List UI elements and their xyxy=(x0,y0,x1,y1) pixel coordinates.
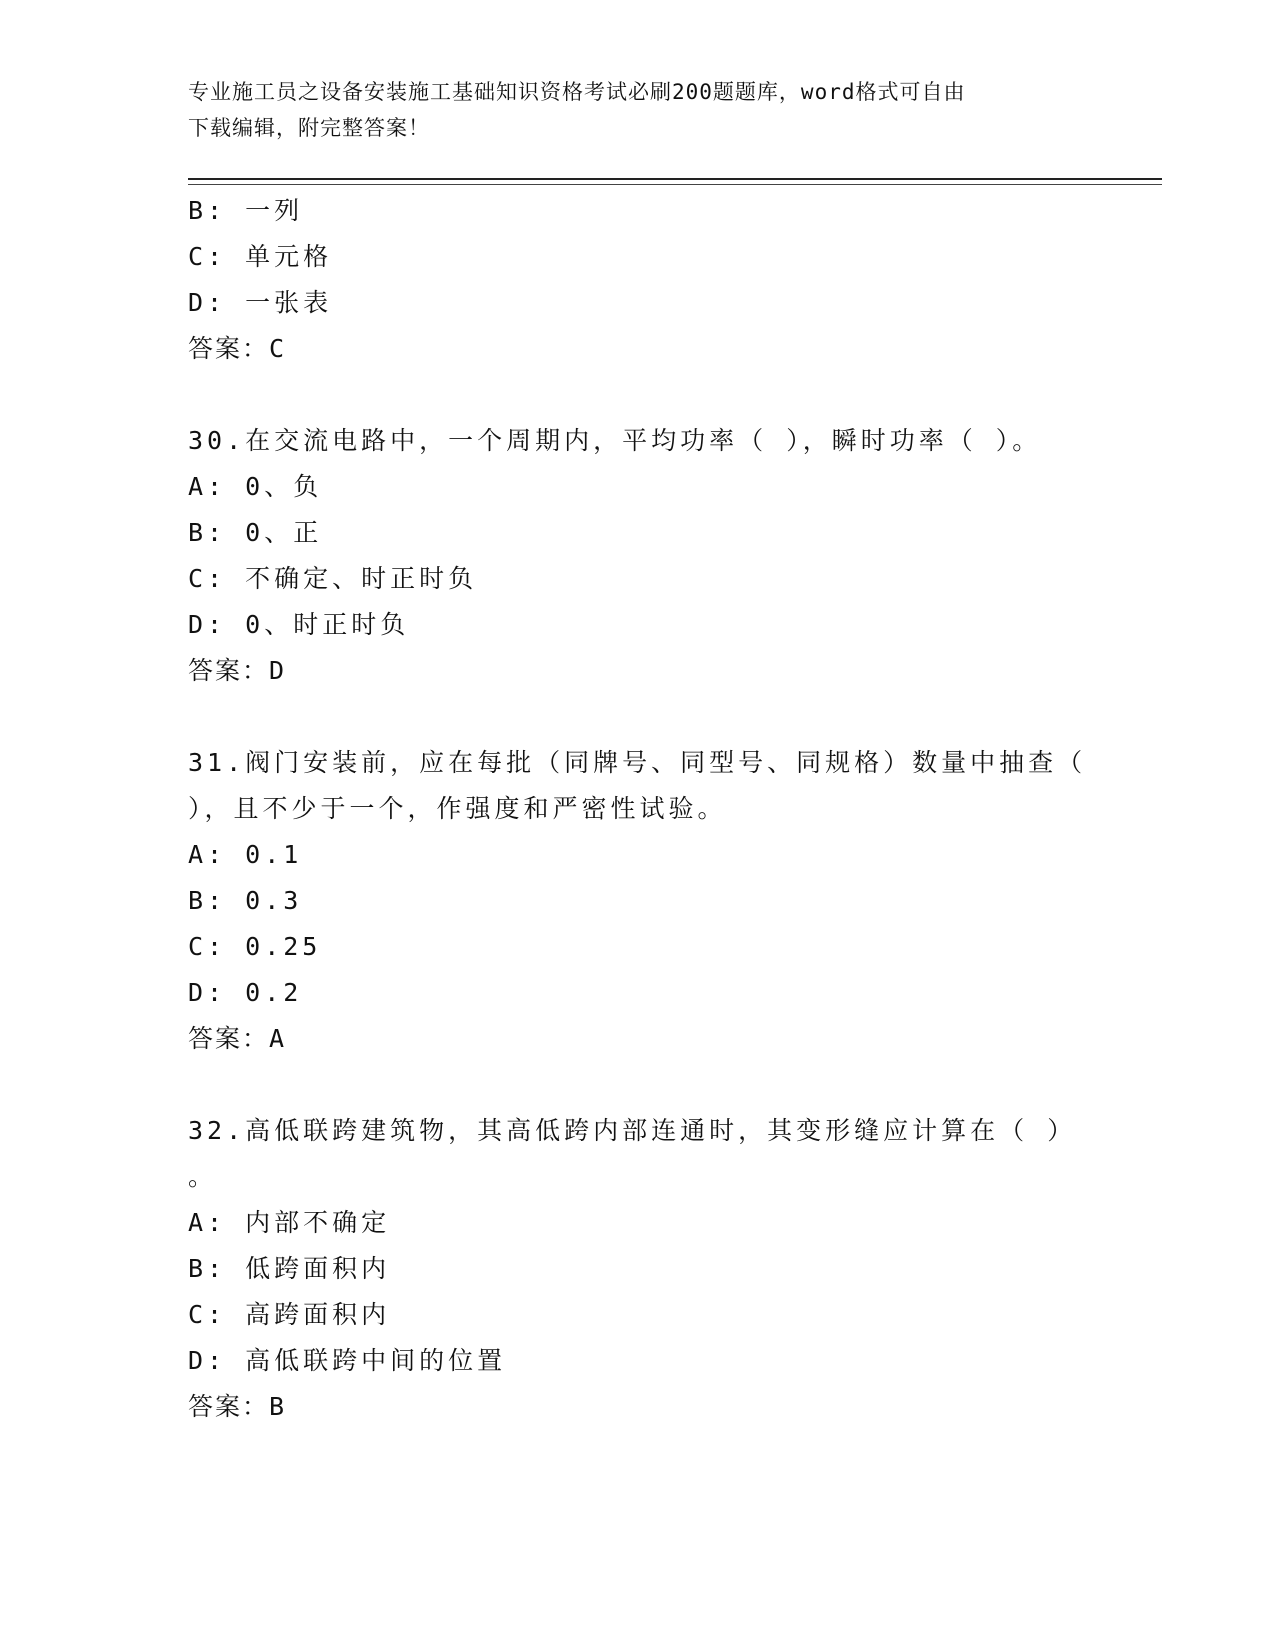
previous-question-block xyxy=(188,188,1088,372)
header-rule-thin xyxy=(188,184,1162,185)
question-text-continued: ），且不少于一个，作强度和严密性试验。 xyxy=(188,794,727,823)
option-b: B: 0.3 xyxy=(188,886,303,915)
answer-line: 答案：D xyxy=(188,656,287,685)
option-b: B: 一列 xyxy=(188,196,304,225)
question-text: 31.阀门安装前，应在每批（同牌号、同型号、同规格）数量中抽查（ xyxy=(188,748,1087,777)
option-c: C: 单元格 xyxy=(188,242,333,271)
question-text-continued: 。 xyxy=(188,1162,218,1191)
option-d: D: 一张表 xyxy=(188,288,333,317)
option-c: C: 0.25 xyxy=(188,932,322,961)
question-block xyxy=(188,1108,1088,1430)
answer-line: 答案：C xyxy=(188,334,287,363)
spacer xyxy=(188,372,1088,418)
document-header xyxy=(188,74,1068,146)
answer-line: 答案：B xyxy=(188,1392,287,1421)
option-a: A: 内部不确定 xyxy=(188,1208,391,1237)
option-d: D: 0.2 xyxy=(188,978,303,1007)
option-b: B: 低跨面积内 xyxy=(188,1254,391,1283)
option-c: C: 不确定、时正时负 xyxy=(188,564,478,593)
option-c: C: 高跨面积内 xyxy=(188,1300,391,1329)
header-rule-thick xyxy=(188,178,1162,180)
option-a: A: 0、负 xyxy=(188,472,323,501)
header-line-2: 下载编辑，附完整答案！ xyxy=(188,116,430,140)
option-d: D: 0、时正时负 xyxy=(188,610,410,639)
header-line-1: 专业施工员之设备安装施工基础知识资格考试必刷200题题库，word格式可自由 xyxy=(188,80,966,104)
answer-line: 答案：A xyxy=(188,1024,287,1053)
option-b: B: 0、正 xyxy=(188,518,323,547)
spacer xyxy=(188,694,1088,740)
question-block xyxy=(188,418,1088,694)
question-block xyxy=(188,740,1088,1062)
spacer xyxy=(188,1062,1088,1108)
option-d: D: 高低联跨中间的位置 xyxy=(188,1346,507,1375)
question-text: 32.高低联跨建筑物，其高低跨内部连通时，其变形缝应计算在（ ） xyxy=(188,1116,1077,1145)
question-text: 30.在交流电路中，一个周期内，平均功率（ ），瞬时功率（ ）。 xyxy=(188,426,1042,455)
question-list xyxy=(188,188,1088,1430)
option-a: A: 0.1 xyxy=(188,840,303,869)
